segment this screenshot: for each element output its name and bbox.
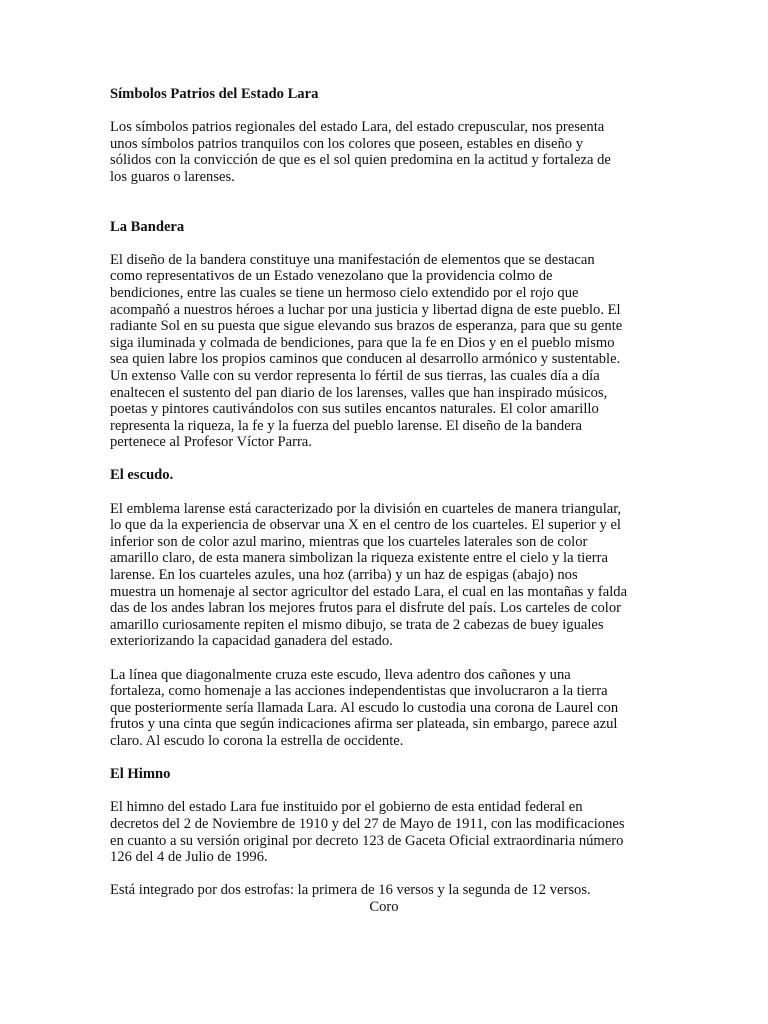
- text-line: acompañó a nuestros héroes a luchar por una justicia y libertad digna de este pueblo. El: [110, 301, 621, 318]
- text-line: inferior son de color azul marino, mientras que los cuarteles laterales son de color: [110, 533, 588, 550]
- spacer: [110, 484, 660, 501]
- text-line: lo que da la experiencia de observar una X en el centro de los cuarteles. El superior y el: [110, 517, 621, 534]
- text-line: bendiciones, entre las cuales se tiene un hermoso cielo extendido por el rojo que: [110, 284, 579, 301]
- text-line: larense. En los cuarteles azules, una hoz (arriba) y un haz de espigas (abajo) nos: [110, 567, 578, 584]
- text-line: como representativos de un Estado venezolano que la providencia colmo de: [110, 268, 553, 285]
- spacer: [110, 103, 660, 120]
- text-line: La línea que diagonalmente cruza este escudo, lleva adentro dos cañones y una: [110, 666, 571, 683]
- spacer: [110, 235, 660, 252]
- intro-paragraph: [110, 119, 660, 185]
- text-line: El himno del estado Lara fue instituido por el gobierno de esta entidad federal en: [110, 799, 583, 816]
- bandera-paragraph: [110, 252, 660, 451]
- text-line: sólidos con la convicción de que es el sol quien predomina en la actitud y fortaleza de: [110, 152, 611, 169]
- coro-label: Coro: [369, 898, 399, 915]
- text-line: decretos del 2 de Noviembre de 1910 y del 27 de Mayo de 1911, con las modificaciones: [110, 815, 625, 832]
- text-line: Los símbolos patrios regionales del estado Lara, del estado crepuscular, nos presenta: [110, 119, 605, 136]
- text-line: El emblema larense está caracterizado por la división en cuarteles de manera triangular,: [110, 500, 622, 517]
- spacer: [110, 866, 660, 883]
- text-line: en cuanto a su versión original por decreto 123 de Gaceta Oficial extraordinaria número: [110, 832, 624, 849]
- text-line: amarillo claro, de esta manera simbolizan la riqueza existente entre el cielo y la tierra: [110, 550, 608, 567]
- text-line: claro. Al escudo lo corona la estrella de occidente.: [110, 732, 404, 749]
- document-title: Símbolos Patrios del Estado Lara: [110, 86, 319, 102]
- text-line: muestra un homenaje al sector agricultor del estado Lara, el cual en las montañas y falda: [110, 583, 628, 600]
- section-heading-escudo: El escudo.: [110, 467, 174, 484]
- document-page: [110, 86, 660, 916]
- text-line: 126 del 4 de Julio de 1996.: [110, 849, 268, 866]
- text-line: siga iluminada y colmada de bendiciones, para que la fe en Dios y en el pueblo mismo: [110, 334, 615, 351]
- text-line: exteriorizando la capacidad ganadera del estado.: [110, 633, 393, 650]
- spacer: [110, 650, 660, 667]
- text-line: amarillo curiosamente repiten el mismo dibujo, se trata de 2 cabezas de buey iguales: [110, 616, 604, 633]
- section-heading-himno: El Himno: [110, 766, 171, 783]
- text-line: representa la riqueza, la fe y la fuerza del pueblo larense. El diseño de la bandera: [110, 417, 583, 434]
- text-line: das de los andes labran los mejores frutos para el disfrute del país. Los carteles de color: [110, 600, 622, 617]
- text-line: fortaleza, como homenaje a las acciones independentistas que involucraron a la tierra: [110, 683, 608, 700]
- spacer: [110, 783, 660, 800]
- section-heading-bandera: La Bandera: [110, 218, 185, 235]
- text-line: radiante Sol en su puesta que sigue elevando sus brazos de esperanza, para que su gente: [110, 318, 623, 335]
- text-line: pertenece al Profesor Víctor Parra.: [110, 434, 312, 451]
- spacer: [110, 750, 660, 767]
- escudo-paragraph-2: [110, 667, 660, 750]
- text-line: enaltecen el sustento del pan diario de los larenses, valles que han inspirado músicos,: [110, 384, 608, 401]
- text-line: que posteriormente sería llamada Lara. Al escudo lo custodia una corona de Laurel con: [110, 699, 619, 716]
- text-line: frutos y una cinta que según indicaciones afirma ser plateada, sin embargo, parece azul: [110, 716, 618, 733]
- text-line: poetas y pintores cautivándolos con sus sutiles encantos naturales. El color amarillo: [110, 401, 599, 418]
- himno-paragraph-2: Está integrado por dos estrofas: la primera de 16 versos y la segunda de 12 versos.: [110, 882, 591, 899]
- text-line: sea quien labre los propios caminos que conducen al desarrollo armónico y sustentable.: [110, 351, 621, 368]
- text-line: El diseño de la bandera constituye una manifestación de elementos que se destacan: [110, 251, 595, 268]
- escudo-paragraph-1: [110, 501, 660, 650]
- text-line: unos símbolos patrios tranquilos con los colores que poseen, estables en diseño y: [110, 135, 584, 152]
- text-line: los guaros o larenses.: [110, 168, 235, 185]
- spacer: [110, 186, 660, 219]
- himno-paragraph-1: [110, 799, 660, 865]
- spacer: [110, 451, 660, 468]
- text-line: Un extenso Valle con su verdor representa lo fértil de sus tierras, las cuales día a día: [110, 367, 600, 384]
